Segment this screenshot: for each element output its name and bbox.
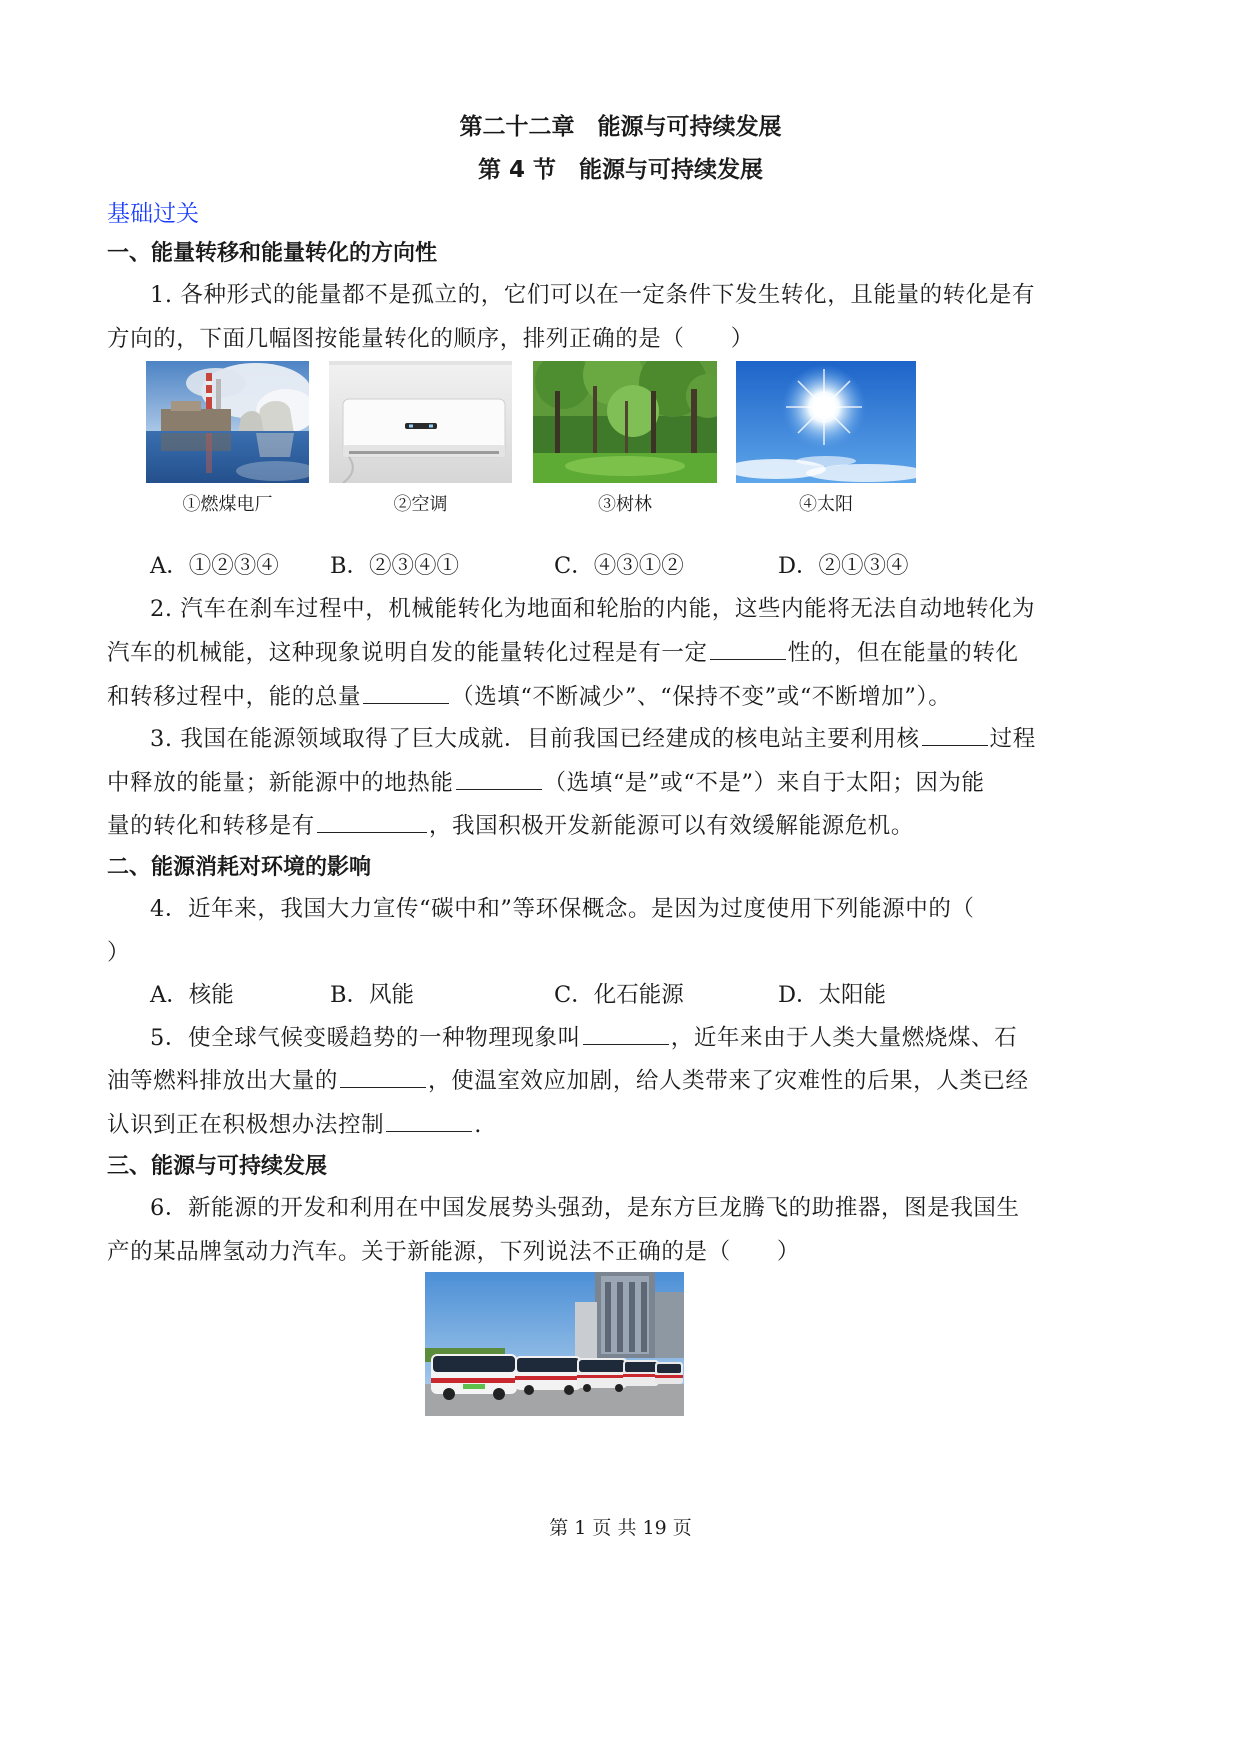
q5-text-1a: 5．使全球气候变暖趋势的一种物理现象叫 [150, 1025, 581, 1051]
question-2-line-1: 2. 汽车在刹车过程中，机械能转化为地面和轮胎的内能，这些内能将无法自动地转化为 [150, 596, 1036, 622]
air-conditioner-image [329, 361, 512, 483]
q3-blank-3[interactable] [317, 809, 427, 833]
chapter-title: 第二十二章 能源与可持续发展 [459, 114, 782, 140]
q2-blank-2[interactable] [363, 680, 449, 704]
question-1-line-1: 1. 各种形式的能量都不是孤立的，它们可以在一定条件下发生转化，且能量的转化是有 [150, 282, 1036, 308]
q3-blank-2[interactable] [456, 766, 542, 790]
question-2-line-3 [107, 679, 951, 711]
coal-power-plant-image [146, 361, 309, 483]
q4-option-c: C．化石能源 [554, 982, 684, 1008]
question-1-line-2: 方向的，下面几幅图按能量转化的顺序，排列正确的是（ ） [107, 326, 754, 352]
hydrogen-bus-image [425, 1272, 684, 1416]
question-3-line-1 [150, 721, 1036, 753]
section-heading-1: 一、能量转移和能量转化的方向性 [107, 241, 438, 266]
q4-option-a: A．核能 [150, 982, 234, 1008]
question-5-line-2 [107, 1063, 1029, 1095]
section-heading-2: 二、能源消耗对环境的影响 [107, 855, 372, 880]
q5-blank-3[interactable] [386, 1108, 472, 1132]
section-title: 第 4 节 能源与可持续发展 [477, 157, 764, 183]
q5-text-3a: 认识到正在积极想办法控制 [107, 1112, 385, 1138]
basics-label: 基础过关 [107, 201, 199, 227]
q3-text-1a: 3. 我国在能源领域取得了巨大成就．目前我国已经建成的核电站主要利用核 [150, 726, 920, 752]
q3-blank-1[interactable] [922, 722, 988, 746]
section-heading-3: 三、能源与可持续发展 [107, 1154, 328, 1179]
q1-option-c: C．④③①② [554, 553, 684, 579]
question-3-line-2 [107, 765, 985, 797]
q3-text-2b: （选填“是”或“不是”）来自于太阳；因为能 [543, 770, 985, 796]
caption-forest: ③树林 [598, 494, 652, 515]
q3-text-3a: 量的转化和转移是有 [107, 813, 315, 839]
forest-image [533, 361, 717, 483]
q1-option-b: B．②③④① [330, 553, 460, 579]
caption-sun: ④太阳 [799, 494, 853, 515]
page-footer: 第 1 页 共 19 页 [549, 1517, 692, 1539]
question-4-line-2: ） [107, 940, 131, 966]
q5-text-2a: 油等燃料排放出大量的 [107, 1068, 339, 1094]
sun-image [736, 361, 916, 483]
q2-blank-1[interactable] [710, 636, 786, 660]
caption-air-conditioner: ②空调 [393, 494, 448, 515]
q3-text-2a: 中释放的能量；新能源中的地热能 [107, 770, 454, 796]
q2-text-3a: 和转移过程中，能的总量 [107, 684, 362, 710]
q1-option-a: A．①②③④ [150, 553, 279, 579]
q5-text-3b: . [474, 1112, 482, 1138]
question-6-line-2: 产的某品牌氢动力汽车。关于新能源，下列说法不正确的是（ ） [107, 1239, 801, 1265]
question-5-line-1 [150, 1020, 1017, 1052]
question-2-line-2 [107, 635, 1019, 667]
q3-text-1b: 过程 [989, 726, 1036, 752]
q5-text-2b: ，使温室效应加剧，给人类带来了灾难性的后果，人类已经 [428, 1068, 1029, 1094]
q1-option-d: D．②①③④ [778, 553, 909, 579]
q3-text-3b: ，我国积极开发新能源可以有效缓解能源危机。 [428, 813, 915, 839]
q5-blank-1[interactable] [583, 1021, 669, 1045]
question-4-line-1: 4．近年来，我国大力宣传“碳中和”等环保概念。是因为过度使用下列能源中的（ [150, 896, 975, 922]
q2-text-2b: 性的，但在能量的转化 [787, 640, 1019, 666]
question-5-line-3 [107, 1107, 482, 1139]
caption-coal-power-plant: ①燃煤电厂 [182, 494, 273, 515]
q5-text-1b: ，近年来由于人类大量燃烧煤、石 [670, 1025, 1018, 1051]
question-6-line-1: 6．新能源的开发和利用在中国发展势头强劲，是东方巨龙腾飞的助推器，图是我国生 [150, 1195, 1020, 1221]
question-3-line-3 [107, 808, 914, 840]
q2-text-2a: 汽车的机械能，这种现象说明自发的能量转化过程是有一定 [107, 640, 708, 666]
q4-option-b: B．风能 [330, 982, 415, 1008]
q2-text-3b: （选填“不断减少”、“保持不变”或“不断增加”）。 [451, 684, 952, 710]
q5-blank-2[interactable] [340, 1064, 426, 1088]
q4-option-d: D．太阳能 [778, 982, 887, 1008]
